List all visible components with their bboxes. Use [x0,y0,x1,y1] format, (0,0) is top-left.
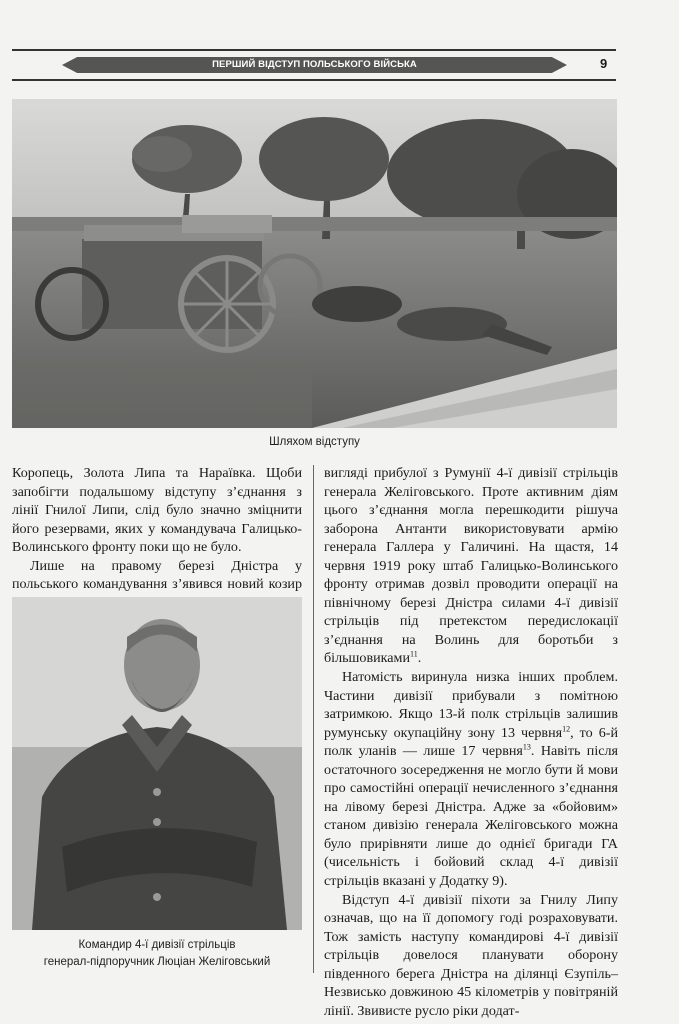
portrait-caption-line-1: Командир 4-ї дивізії стрільців [78,939,236,951]
footnote-ref-12: 12 [562,723,571,733]
page-number: 9 [600,56,608,71]
footnote-ref-11: 11 [410,649,418,659]
footnote-ref-13: 13 [522,742,531,752]
right-paragraph-3: Відступ 4-ї дивізії піхоти за Гнилу Липу означав, що на її допомогу годі розраховувати. Тож замість наступу командирові 4-ї дивізії стрільців довелося планувати оборону південного берега Дністра на ділянці Єзупіль–Незвисько довжиною 45 кілометрів у повітряній лінії. Звивисте русло ріки додат- [324,891,618,1019]
right-paragraph-2-part-b: , то 6-й полк уланів — лише 17 червня [324,724,618,760]
column-divider [313,465,314,973]
retreat-road-photo [12,99,617,428]
top-photo-caption: Шляхом відступу [269,436,360,448]
header-rule-bottom [12,79,616,81]
right-column [324,464,618,1020]
right-paragraph-1-text: вигляді прибулої з Румунії 4-ї дивізії стрільців генерала Желіговського. Проте активним діям цього з’єднання могла перешкодити рішуча заборона Антанти використовувати армію генерала Галлера у Галичині. На щастя, 14 червня 1919 року штаб Галицько-Волинського фронту отримав дозвіл проводити операції на північному березі Дністра силами 4-ї дивізії стрільців під претекстом передислокації з’єднання на Волинь для боротьби з більшовиками [324,465,618,667]
right-paragraph-1 [324,464,618,668]
left-paragraph-2: Лише на правому березі Дністра у польського командування з’явився новий козир [12,557,302,593]
running-title: ПЕРШИЙ ВІДСТУП ПОЛЬСЬКОГО ВІЙСЬКА [212,59,417,70]
portrait-caption-line-2: генерал-підпоручник Люціан Желіговський [43,956,271,968]
zeligowski-portrait-photo [12,597,302,930]
right-paragraph-2-part-c: . Навіть після остаточного зосередження не могло бути й мови про самостійні операції нечисленного з’єднання на лівому березі Дністра. Адже за «бойовим» станом дивізію генерала Желіговського можна було прирівняти лише до однієї бригади ГА (чисельність і бойовий склад 4-ї дивізії стрільців вказані у Додатку 9). [324,743,619,890]
left-paragraph-1: Коропець, Золота Липа та Нараївка. Щоби запобігти подальшому відступу з’єднання з лінії Гнилої Липи, слід було значно зміцнити його резервами, яких у командувача Галицько-Волинського фронту поки що не було. [12,465,302,556]
left-column [12,464,302,612]
header-rule-top [12,49,616,51]
right-paragraph-2-part-a: Натомість виринула низка інших проблем. Частини дивізії прибували з помітною затримкою. Якщо 13-й полк стрільців залишив румунську окупаційну зону 13 червня [324,669,618,741]
right-paragraph-2 [324,668,618,891]
right-paragraph-1-end: . [417,650,422,667]
portrait-caption [12,937,302,971]
